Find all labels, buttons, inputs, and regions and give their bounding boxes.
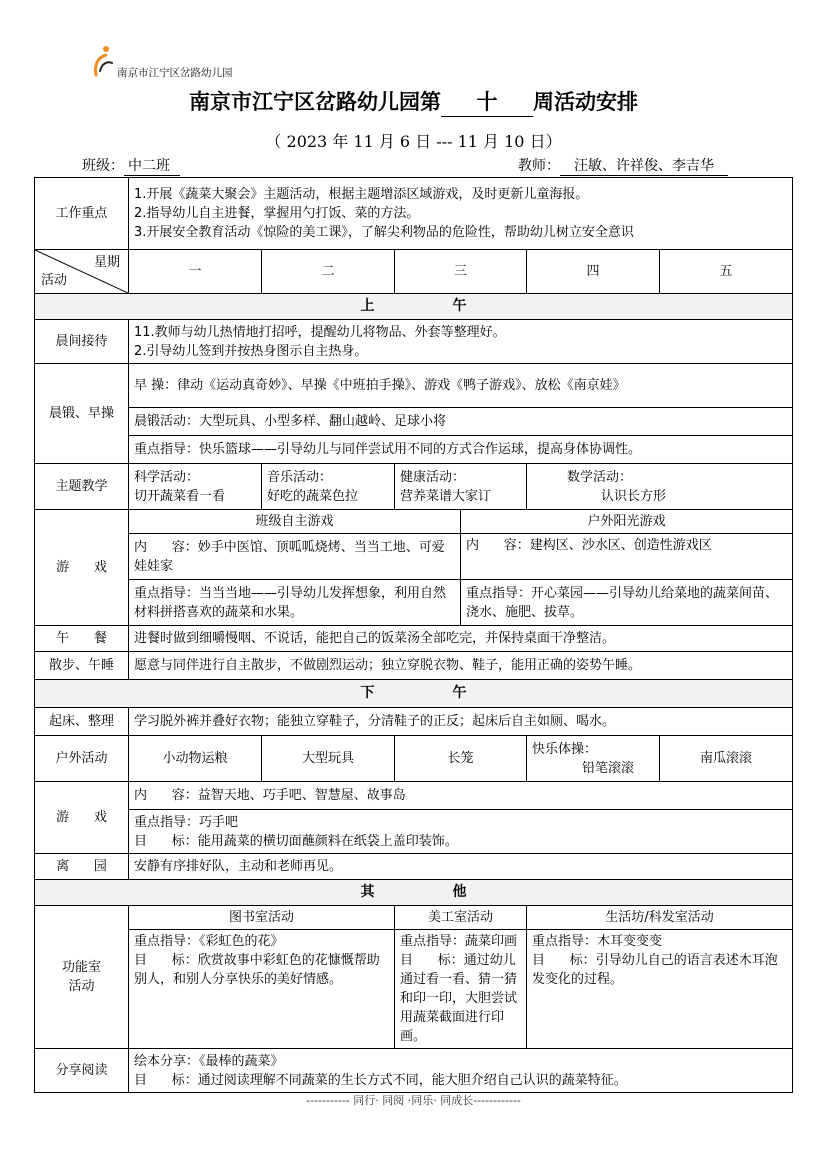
logo-school-name: 南京市江宁区岔路幼儿园 xyxy=(117,67,233,79)
lunch-row xyxy=(35,626,793,652)
pm-games-content: 内 容：益智天地、巧手吧、智慧屋、故事岛 xyxy=(129,782,793,810)
art-room-guide: 重点指导：蔬菜印画 xyxy=(400,934,518,949)
other-section-row xyxy=(35,880,793,906)
weekday-wed: 三 xyxy=(395,250,527,294)
reception-label: 晨间接待 xyxy=(35,320,129,364)
lunch-content: 进餐时做到细嚼慢咽、不说话，能把自己的饭菜汤全部吃完，并保持桌面干净整洁。 xyxy=(129,626,793,652)
school-logo xyxy=(92,45,262,81)
outdoor-games-content: 内 容：建构区、沙水区、创造性游戏区 xyxy=(461,534,793,580)
leave-label: 离 园 xyxy=(35,854,129,880)
science-room-guide: 重点指导：木耳变变变 xyxy=(532,934,663,949)
games-guide-row xyxy=(35,580,793,626)
theme-name: 认识长方形 xyxy=(601,488,667,504)
leave-content: 安静有序排好队，主动和老师再见。 xyxy=(129,854,793,880)
exercise-label: 晨锻、早操 xyxy=(35,364,129,464)
work-focus-line: 3.开展安全教育活动《惊险的美工课》，了解尖利物品的危险性，帮助幼儿树立安全意识 xyxy=(134,225,634,240)
afternoon-section-row xyxy=(35,680,793,708)
outdoor-row xyxy=(35,736,793,782)
games-title-row xyxy=(35,510,793,534)
lunch-label: 午 餐 xyxy=(35,626,129,652)
reading-content xyxy=(129,1049,793,1093)
weekday-tue: 二 xyxy=(262,250,395,294)
nap-row xyxy=(35,652,793,680)
weekday-thu: 四 xyxy=(527,250,660,294)
theme-item-math xyxy=(527,464,793,510)
exercise-row-3 xyxy=(35,436,793,464)
pm-games-row-1 xyxy=(35,782,793,810)
theme-item-music xyxy=(262,464,395,510)
work-focus-content xyxy=(129,178,793,250)
pm-games-label: 游 戏 xyxy=(35,782,129,854)
class-value: 中二班 xyxy=(124,155,180,176)
outdoor-item-thu xyxy=(527,736,660,782)
science-room-title: 生活坊/科发室活动 xyxy=(527,906,793,930)
outdoor-item-thu-title: 快乐体操： xyxy=(532,741,598,757)
class-games-content: 内 容：妙手中医馆、顶呱呱烧烤、当当工地、可爱娃娃家 xyxy=(129,534,461,580)
work-focus-line: 2.指导幼儿自主进餐，掌握用勺打饭、菜的方法。 xyxy=(134,206,420,221)
library-content xyxy=(129,930,395,1049)
leave-row xyxy=(35,854,793,880)
weekday-fri: 五 xyxy=(660,250,793,294)
page-title xyxy=(0,86,827,117)
theme-label: 主题教学 xyxy=(35,464,129,510)
library-title: 图书室活动 xyxy=(129,906,395,930)
date-range: （ 2023 年 11 月 6 日 --- 11 月 10 日） xyxy=(265,132,562,151)
reading-goal: 目 标：通过阅读理解不同蔬菜的生长方式不同，能大胆介绍自己认识的蔬菜特征。 xyxy=(134,1072,627,1088)
art-room-goal: 目 标：通过幼儿通过看一看、猜一猜和印一印，大胆尝试用蔬菜截面进行印画。 xyxy=(400,953,518,1044)
afternoon-section-title: 下 午 xyxy=(35,680,793,708)
theme-row xyxy=(35,464,793,510)
games-label: 游 戏 xyxy=(35,510,129,626)
schedule-table xyxy=(34,177,793,1093)
outdoor-item-wed: 长笼 xyxy=(395,736,527,782)
other-section-title: 其 他 xyxy=(35,880,793,906)
class-label: 班级： xyxy=(82,158,124,174)
function-title-row xyxy=(35,906,793,930)
weekday-row xyxy=(35,250,793,294)
week-number: 十 xyxy=(441,86,533,117)
wakeup-row xyxy=(35,708,793,736)
reception-row xyxy=(35,320,793,364)
library-guide: 重点指导：《彩虹色的花》 xyxy=(134,934,284,949)
morning-section-row xyxy=(35,294,793,320)
class-games-guide: 重点指导：当当当地——引导幼儿发挥想象，利用自然材料拼搭喜欢的蔬菜和水果。 xyxy=(129,580,461,626)
exercise-activities: 晨锻活动：大型玩具、小型多样、翻山越岭、足球小将 xyxy=(129,408,793,436)
nap-content: 愿意与同伴进行自主散步，不做剧烈运动；独立穿脱衣物、鞋子，能用正确的姿势午睡。 xyxy=(129,652,793,680)
art-room-content xyxy=(395,930,527,1049)
outdoor-item-tue: 大型玩具 xyxy=(262,736,395,782)
weekday-mon: 一 xyxy=(129,250,262,294)
outdoor-item-mon: 小动物运粮 xyxy=(129,736,262,782)
theme-name: 营养菜谱大家订 xyxy=(400,488,492,504)
outdoor-games-guide: 重点指导：开心菜园——引导幼儿给菜地的蔬菜间苗、浇水、施肥、拔草。 xyxy=(461,580,793,626)
exercise-row-1 xyxy=(35,364,793,408)
corner-weekday-label: 星期 xyxy=(93,255,120,270)
reading-book: 绘本分享：《最棒的蔬菜》 xyxy=(134,1053,284,1069)
theme-type: 科学活动： xyxy=(134,469,200,485)
wakeup-label: 起床、整理 xyxy=(35,708,129,736)
pm-games-guide-line: 重点指导：巧手吧 xyxy=(134,814,239,830)
function-content-row xyxy=(35,930,793,1049)
outdoor-games-title: 户外阳光游戏 xyxy=(461,510,793,534)
theme-type: 健康活动： xyxy=(400,469,466,485)
theme-item-science xyxy=(129,464,262,510)
wakeup-content: 学习脱外裤并叠好衣物；能独立穿鞋子，分清鞋子的正反；起床后自主如厕、喝水。 xyxy=(129,708,793,736)
theme-type: 数学活动： xyxy=(567,469,633,485)
theme-name: 切开蔬菜看一看 xyxy=(134,488,226,504)
reading-label: 分享阅读 xyxy=(35,1049,129,1093)
class-games-title: 班级自主游戏 xyxy=(129,510,461,534)
work-focus-line: 1.开展《蔬菜大聚会》主题活动，根据主题增添区域游戏，及时更新儿童海报。 xyxy=(134,187,589,202)
nap-label: 散步、午睡 xyxy=(35,652,129,680)
pm-games-goal-line: 目 标：能用蔬菜的横切面蘸颜料在纸袋上盖印装饰。 xyxy=(134,833,458,849)
footer-motto: ----------- 同行· 同阅 ·同乐· 同成长------------ xyxy=(306,1094,521,1107)
work-focus-label: 工作重点 xyxy=(35,178,129,250)
reception-line: 11.教师与幼儿热情地打招呼，提醒幼儿将物品、外套等整理好。 xyxy=(134,324,506,340)
science-room-goal: 目 标：引导幼儿自己的语言表述木耳泡发变化的过程。 xyxy=(532,953,778,987)
logo-mark-icon xyxy=(92,45,114,77)
pm-games-guide xyxy=(129,810,793,854)
art-room-title: 美工室活动 xyxy=(395,906,527,930)
teacher-info xyxy=(518,155,728,176)
theme-type: 音乐活动： xyxy=(267,469,333,485)
title-prefix: 南京市江宁区岔路幼儿园第 xyxy=(189,89,441,114)
exercise-guide: 重点指导：快乐篮球——引导幼儿与同伴尝试用不同的方式合作运球，提高身体协调性。 xyxy=(129,436,793,464)
outdoor-item-thu-sub: 铅笔滚滚 xyxy=(582,760,635,776)
pm-games-row-2 xyxy=(35,810,793,854)
games-content-row xyxy=(35,534,793,580)
teacher-value: 汪敏、许祥俊、李吉华 xyxy=(560,155,728,176)
work-focus-row xyxy=(35,178,793,250)
exercise-morning-ops: 早 操：律动《运动真奇妙》、早操《中班拍手操》、游戏《鸭子游戏》、放松《南京娃》 xyxy=(129,364,793,408)
theme-name: 好吃的蔬菜色拉 xyxy=(267,488,359,504)
morning-section-title: 上 午 xyxy=(35,294,793,320)
outdoor-label: 户外活动 xyxy=(35,736,129,782)
reception-content xyxy=(129,320,793,364)
theme-item-health xyxy=(395,464,527,510)
library-goal: 目 标：欣赏故事中彩虹色的花慷慨帮助别人，和别人分享快乐的美好情感。 xyxy=(134,953,380,987)
weekday-corner xyxy=(35,250,129,294)
reading-row xyxy=(35,1049,793,1093)
function-room-label: 功能室 活动 xyxy=(35,906,129,1049)
teacher-label: 教师： xyxy=(518,158,560,174)
science-room-content xyxy=(527,930,793,1049)
reception-line: 2.引导幼儿签到并按热身图示自主热身。 xyxy=(134,343,368,359)
title-suffix: 周活动安排 xyxy=(533,89,638,114)
corner-activity-label: 活动 xyxy=(41,273,68,288)
class-info xyxy=(82,155,180,176)
exercise-row-2 xyxy=(35,408,793,436)
outdoor-item-fri: 南瓜滚滚 xyxy=(660,736,793,782)
